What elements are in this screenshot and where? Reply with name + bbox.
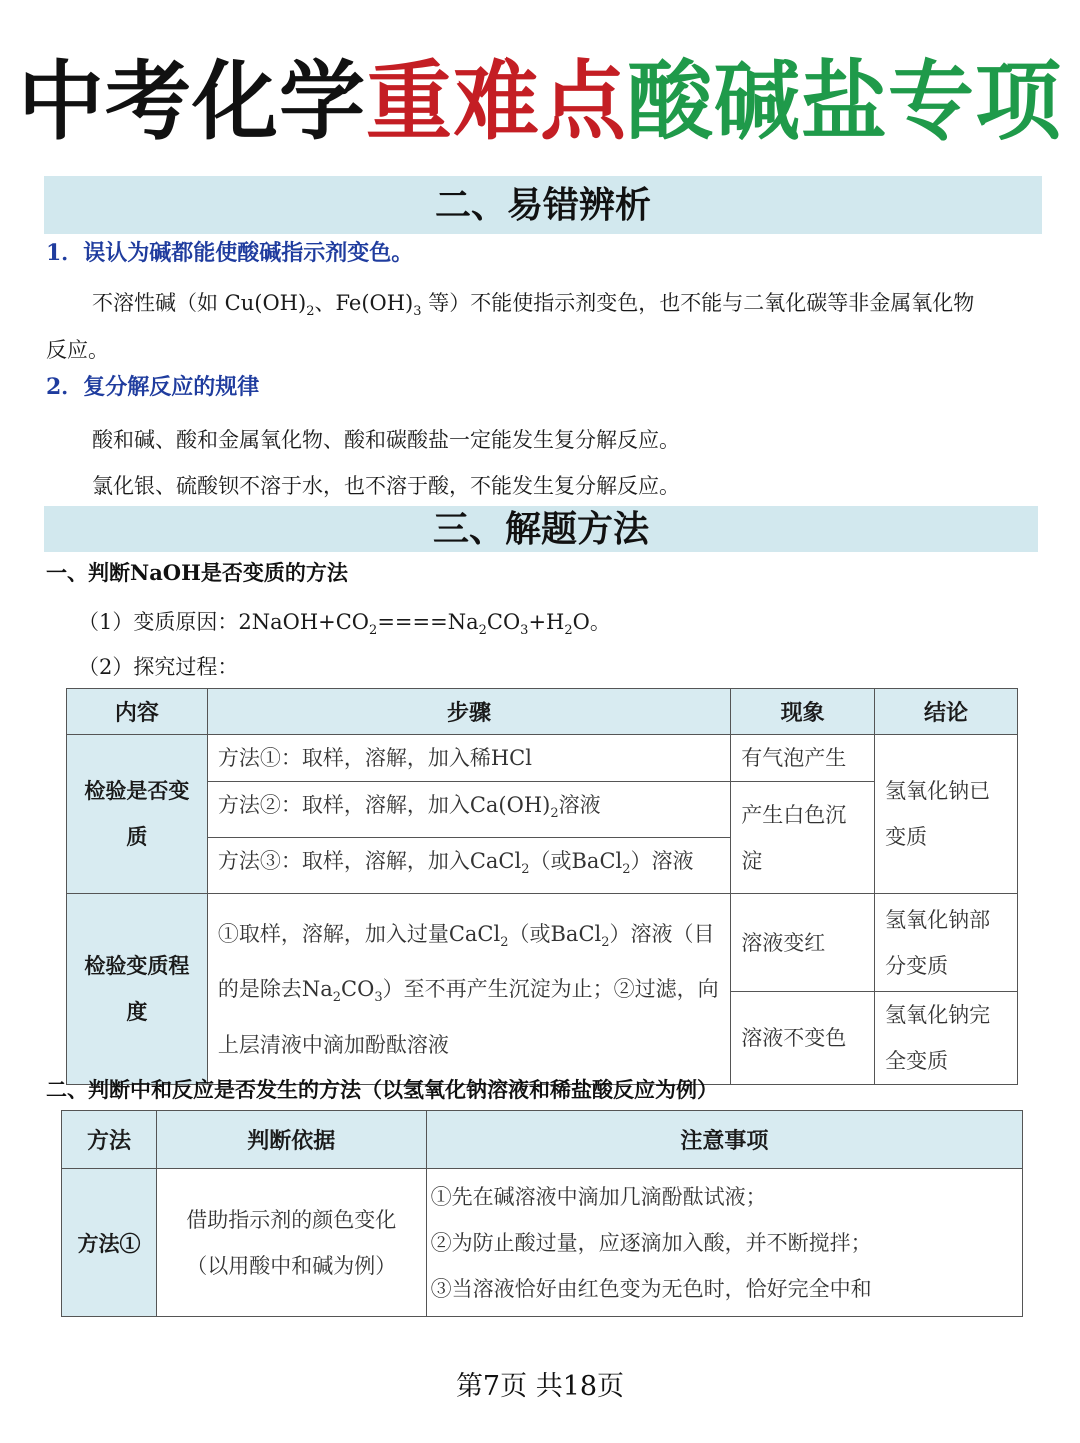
subscript: 2: [550, 806, 559, 822]
row-label-check-degree: 检验变质程度: [67, 894, 208, 1085]
conclusion-complete: 氢氧化钠完全变质: [875, 992, 1018, 1085]
text-fragment: ====Na: [377, 610, 479, 634]
text-fragment: O。: [572, 610, 611, 634]
method-one-label: 方法①: [62, 1169, 157, 1317]
title-part-green: 酸碱盐专项: [627, 52, 1062, 152]
text-fragment: （1）变质原因：2NaOH+CO: [78, 610, 370, 634]
text-fragment: 不溶性碱（如 Cu(OH): [92, 291, 307, 315]
item2-line2: 氯化银、硫酸钡不溶于水，也不溶于酸，不能发生复分解反应。: [92, 474, 680, 498]
table-row: [67, 735, 1018, 782]
subscript: 3: [413, 304, 422, 320]
conclusion-partial: 氢氧化钠部分变质: [875, 894, 1018, 992]
part1-heading: 一、判断NaOH是否变质的方法: [46, 560, 348, 585]
table-row: [62, 1169, 1023, 1317]
item1-line2: 反应。: [46, 338, 109, 362]
phenomenon-bubbles: 有气泡产生: [731, 735, 875, 782]
subscript: 3: [520, 623, 529, 639]
phenomenon-turns-red: 溶液变红: [731, 894, 875, 992]
subscript: 3: [374, 990, 383, 1006]
basis-line-2: （以用酸中和碱为例）: [186, 1253, 397, 1278]
text-fragment: ）至不再产生沉淀为止；②过滤，向上层清液中滴加酚酞溶液: [217, 977, 719, 1057]
header-method: 方法: [62, 1111, 157, 1169]
subscript: 2: [521, 862, 530, 878]
page-title: [0, 52, 1080, 152]
note-3: ③当溶液恰好由红色变为无色时，恰好完全中和: [430, 1276, 872, 1301]
reason-line: [78, 606, 611, 638]
subscript: 2: [601, 935, 610, 951]
title-part-red: 重难点: [366, 52, 627, 152]
row-label-check-deterioration: 检验是否变质: [67, 735, 208, 894]
page-number: 第7页 共18页: [455, 1371, 625, 1402]
text-fragment: （或BaCl: [508, 922, 602, 947]
header-steps: 步骤: [207, 689, 730, 735]
method2-step: [207, 782, 730, 838]
text-fragment: 、Fe(OH): [314, 291, 414, 315]
text-fragment: ①取样，溶解，加入过量CaCl: [217, 922, 501, 947]
note-1: ①先在碱溶液中滴加几滴酚酞试液；: [430, 1184, 767, 1209]
subscript: 2: [369, 623, 378, 639]
header-content: 内容: [67, 689, 208, 735]
text-fragment: 等）不能使指示剂变色，也不能与二氧化碳等非金属氧化物: [421, 291, 975, 315]
neutralization-table: [61, 1110, 1023, 1317]
header-notes: 注意事项: [426, 1111, 1022, 1169]
note-2: ②为防止酸过量，应逐滴加入酸，并不断搅拌；: [430, 1230, 872, 1255]
text-fragment: ）溶液: [630, 849, 694, 874]
naoh-test-table: [66, 688, 1018, 1085]
process-line: （2）探究过程：: [78, 655, 239, 679]
text-fragment: （或BaCl: [529, 849, 623, 874]
phenomenon-no-change: 溶液不变色: [731, 992, 875, 1085]
subscript: 2: [332, 990, 342, 1006]
section-two-title: 二、易错辨析: [44, 176, 1042, 234]
header-conclusion: 结论: [875, 689, 1018, 735]
table-row: [67, 894, 1018, 992]
item1-heading: 1．误认为碱都能使酸碱指示剂变色。: [46, 240, 414, 266]
text-fragment: 溶液: [558, 793, 601, 817]
item1-line1: [92, 287, 974, 319]
header-basis: 判断依据: [156, 1111, 426, 1169]
text-fragment: ）溶液（目的是除去Na: [217, 922, 715, 1002]
section-three-title: 三、解题方法: [44, 506, 1038, 552]
basis-line-1: 借助指示剂的颜色变化: [186, 1207, 397, 1232]
subscript: 2: [622, 862, 631, 878]
text-fragment: CO: [341, 977, 375, 1002]
text-fragment: CO: [486, 610, 521, 634]
subscript: 2: [500, 935, 509, 951]
text-fragment: 方法②：取样，溶解，加入Ca(OH): [217, 793, 551, 817]
method-one-basis: [156, 1169, 426, 1317]
item2-heading: 2．复分解反应的规律: [46, 374, 260, 400]
method1-step: 方法①：取样，溶解，加入稀HCl: [207, 735, 730, 782]
subscript: 2: [306, 304, 315, 320]
table-header-row: [62, 1111, 1023, 1169]
conclusion-deteriorated: 氢氧化钠已变质: [875, 735, 1018, 894]
header-phenomenon: 现象: [731, 689, 875, 735]
subscript: 2: [564, 623, 573, 639]
subscript: 2: [478, 623, 487, 639]
method-one-notes: [426, 1169, 1022, 1317]
text-fragment: 方法③：取样，溶解，加入CaCl: [217, 849, 522, 874]
method3-step: [207, 838, 730, 894]
table-header-row: [67, 689, 1018, 735]
text-fragment: +H: [528, 610, 565, 634]
phenomenon-precipitate: 产生白色沉淀: [731, 782, 875, 894]
degree-step: [207, 894, 730, 1085]
item2-line1: 酸和碱、酸和金属氧化物、酸和碳酸盐一定能发生复分解反应。: [92, 428, 680, 452]
part2-heading: 二、判断中和反应是否发生的方法（以氢氧化钠溶液和稀盐酸反应为例）: [46, 1077, 718, 1102]
title-part-black: 中考化学: [18, 52, 366, 152]
